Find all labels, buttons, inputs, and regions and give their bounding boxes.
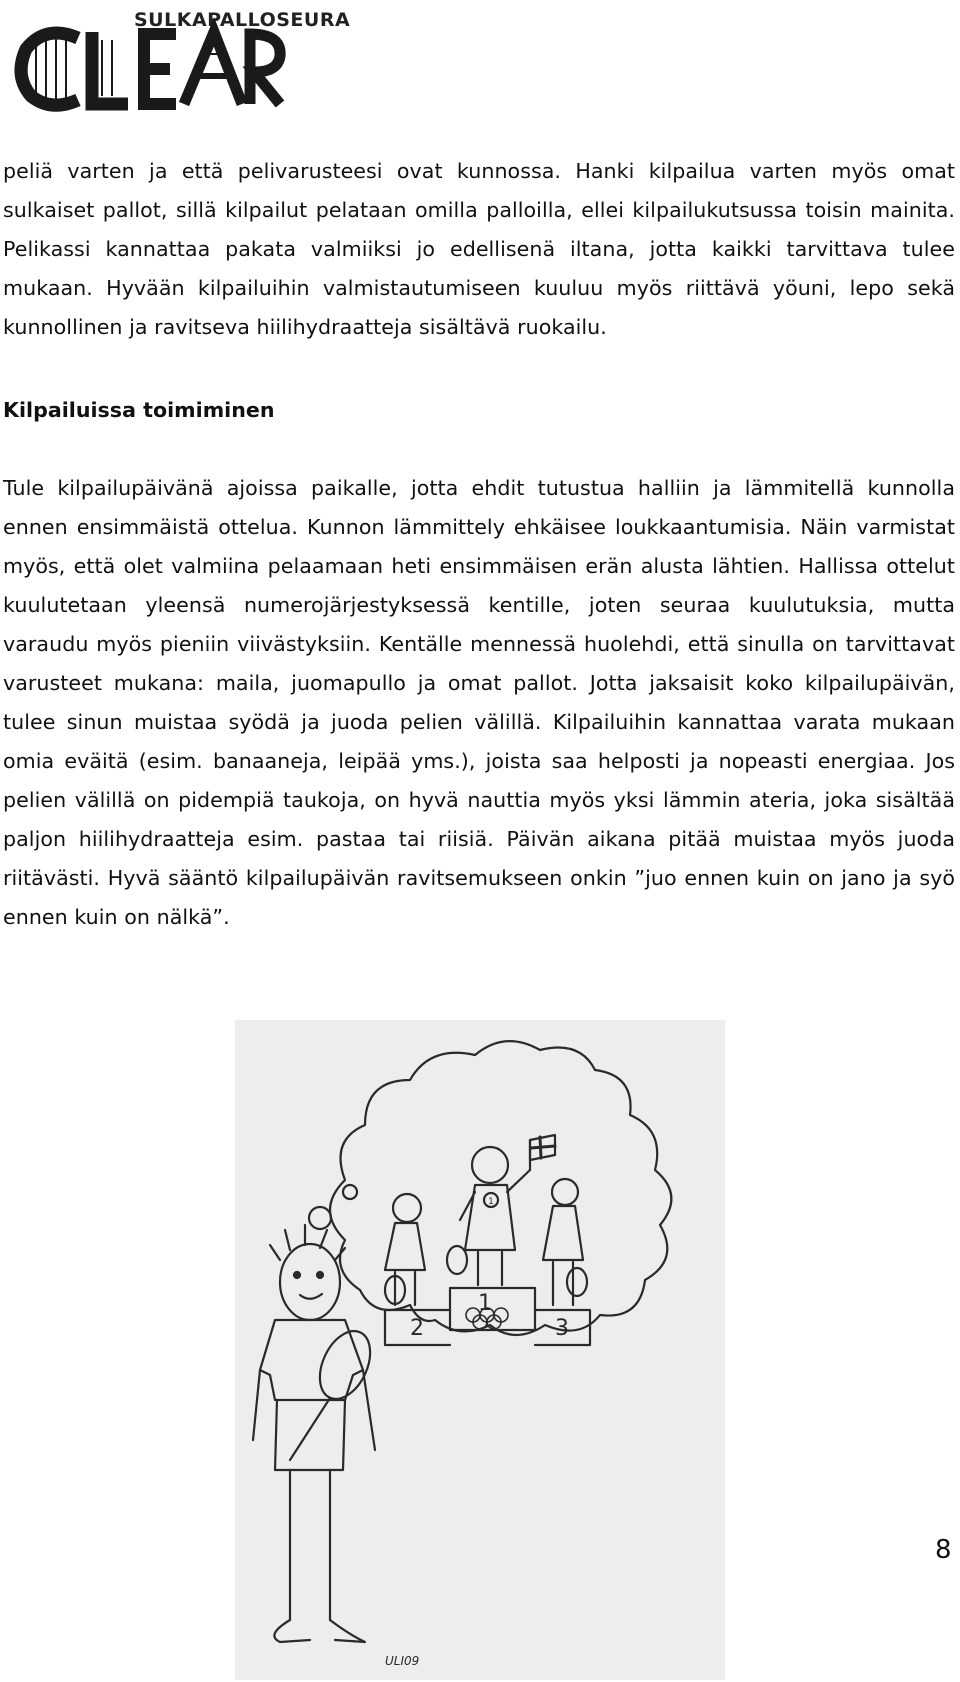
podium-label-1: 1 xyxy=(478,1291,492,1316)
section-heading: Kilpailuissa toimiminen xyxy=(3,398,275,422)
paragraph-1: peliä varten ja että pelivarusteesi ovat kunnossa. Hanki kilpailua varten myös omat sulkaiset pallot, sillä kilpailut pelataan omilla palloilla, ellei kilpailukutsussa toisin mainita. Pelikassi kannattaa pakata valmiiksi jo edellisenä iltana, jotta kaikki tarvittava tulee mukaan. Hyvään kilpailuihin valmistautumiseen kuuluu myös riittävä yöuni, lepo sekä kunnollinen ja ravitseva hiilihydraatteja sisältävä ruokailu. xyxy=(3,159,955,339)
medal-label: 1 xyxy=(488,1197,494,1207)
artist-signature: ULI09 xyxy=(385,1654,420,1668)
podium-label-3: 3 xyxy=(555,1316,569,1341)
illustration-drawing xyxy=(235,1020,725,1680)
logo-letterform xyxy=(21,31,280,110)
logo-small-text: SULKAPALLOSEURA xyxy=(134,9,351,31)
drawing-background xyxy=(235,1020,725,1680)
club-logo xyxy=(6,4,351,116)
page-number: 8 xyxy=(935,1535,952,1565)
logo-big-text: CLEAR xyxy=(6,4,10,5)
paragraph-2: Tule kilpailupäivänä ajoissa paikalle, jotta ehdit tutustua halliin ja lämmitellä kunnolla ennen ensimmäistä ottelua. Kunnon lämmittely ehkäisee loukkaantumisia. Näin varmistat myös, että olet valmiina pelaamaan heti ensimmäisen erän alusta lähtien. Hallissa ottelut kuulutetaan yleensä numerojärjestyksessä kentille, joten seuraa kuulutuksia, mutta varaudu myös pieniin viivästyksiin. Kentälle mennessä huolehdi, että sinulla on tarvittavat varusteet mukana: maila, juomapullo ja omat pallot. Jotta jaksaisit koko kilpailupäivän, tulee sinun muistaa syödä ja juoda pelien välillä. Kilpailuihin kannattaa varata mukaan omia eväitä (esim. banaaneja, leipää yms.), joista saa helposti ja nopeasti energiaa. Jos pelien välillä on pidempiä taukoja, on hyvä nauttia myös yksi lämmin ateria, joka sisältää paljon hiilihydraatteja esim. pastaa tai riisiä. Päivän aikana pitää muistaa myös juoda riitävästi. Hyvä sääntö kilpailupäivän ravitsemukseen onkin ”juo ennen kuin on jano ja syö ennen kuin on nälkä”. xyxy=(3,476,955,929)
podium-label-2: 2 xyxy=(410,1316,424,1341)
